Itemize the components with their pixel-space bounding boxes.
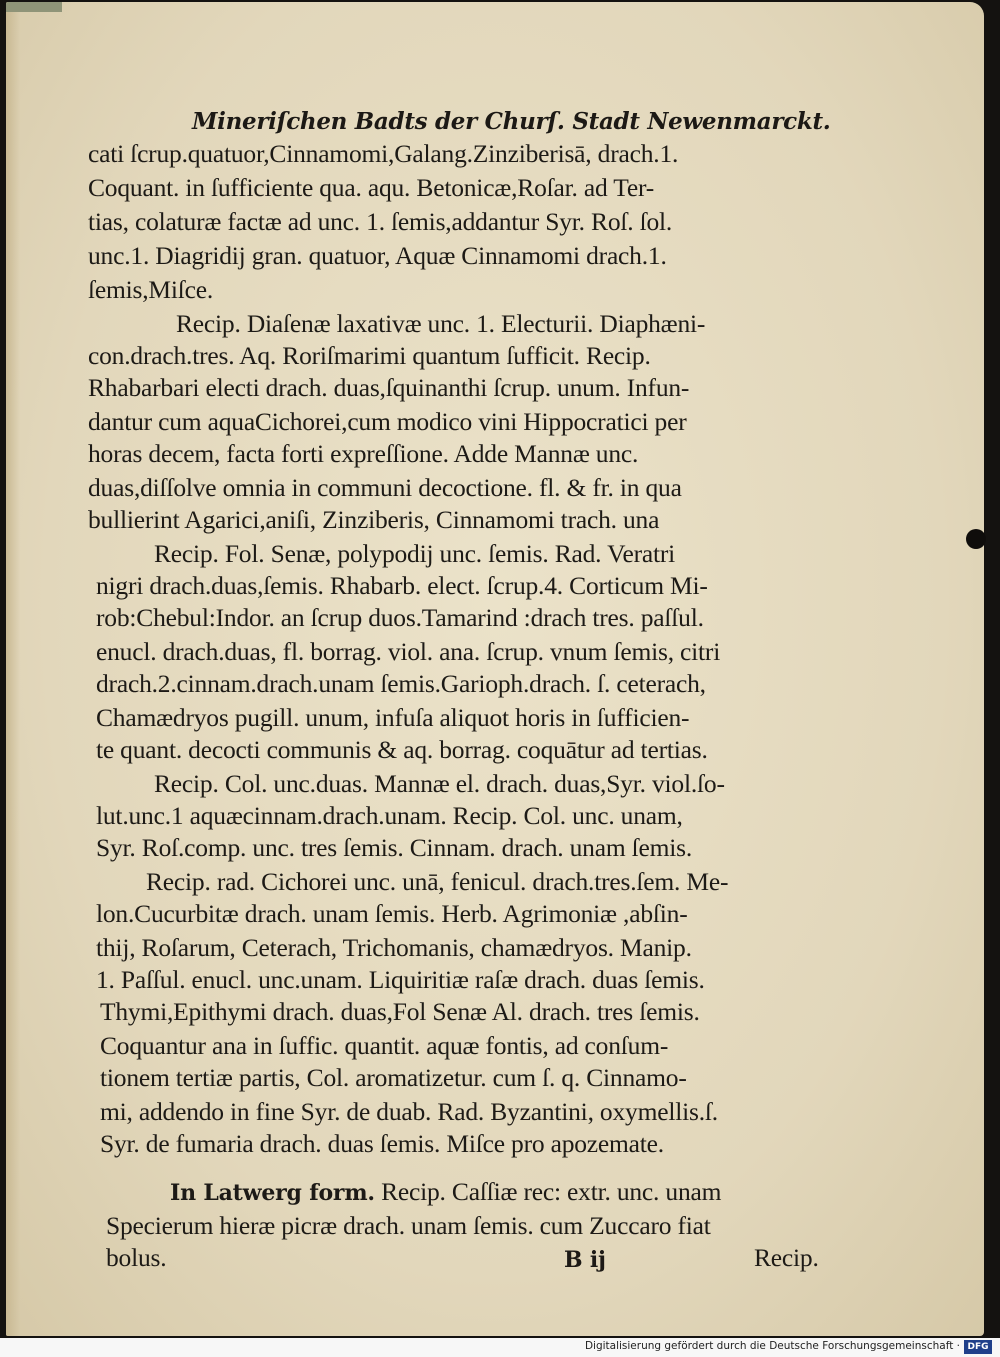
text-line: tionem tertiæ partis, Col. aromatizetur. cum ſ. q. Cinnamo- (100, 1063, 687, 1092)
text-line: Recip. rad. Cichorei unc. unā, fenicul. drach.tres.ſem. Me- (146, 867, 729, 896)
footer-bar (0, 1338, 1000, 1357)
text-line: lon.Cucurbitæ drach. unam ſemis. Herb. Agrimoniæ ,abſin- (96, 899, 688, 928)
dfg-logo: DFG (964, 1340, 992, 1354)
text-line: 1. Paſſul. enucl. unc.unam. Liquiritiæ raſæ drach. duas ſemis. (96, 965, 705, 994)
latwerg-recipe-start: Recip. Caſſiæ rec: extr. unc. unam (381, 1177, 722, 1206)
text-line: Coquantur ana in ſuffic. quantit. aquæ fontis, ad conſum- (100, 1031, 669, 1060)
signature-mark: B ij (564, 1247, 606, 1273)
text-line: Recip. Fol. Senæ, polypodij unc. ſemis. Rad. Veratri (154, 539, 676, 568)
digitization-credit: Digitalisierung gefördert durch die Deutsche Forschungsgemeinschaft · (584, 1340, 960, 1352)
text-line: bolus. (106, 1243, 167, 1272)
text-line: thij, Roſarum, Ceterach, Trichomanis, chamædryos. Manip. (96, 933, 692, 962)
text-line: te quant. decocti communis & aq. borrag. coquātur ad tertias. (96, 735, 708, 764)
latwerg-heading: In Latwerg form. (170, 1180, 375, 1206)
text-line: Syr. Roſ.comp. unc. tres ſemis. Cinnam. drach. unam ſemis. (96, 833, 693, 862)
text-line: tias, colaturæ factæ ad unc. 1. ſemis,addantur Syr. Roſ. ſol. (88, 207, 673, 236)
catchword: Recip. (754, 1243, 819, 1272)
latwerg-line (170, 1176, 721, 1209)
text-line: Coquant. in ſufficiente qua. aqu. Betonicæ,Roſar. ad Ter- (88, 173, 655, 202)
text-line: rob:Chebul:Indor. an ſcrup duos.Tamarind :drach tres. paſſul. (96, 603, 704, 632)
running-head: Mineriſchen Badts der Churſ. Stadt Newenmarckt. (192, 108, 831, 135)
text-line: con.drach.tres. Aq. Roriſmarimi quantum ſufficit. Recip. (88, 341, 651, 370)
text-line: horas decem, facta forti expreſſione. Adde Mannæ unc. (88, 439, 639, 468)
text-line: unc.1. Diagridij gran. quatuor, Aquæ Cinnamomi drach.1. (88, 241, 667, 270)
text-line: Chamædryos pugill. unum, infuſa aliquot horis in ſufficien- (96, 703, 690, 732)
library-stamp-mark (6, 2, 62, 12)
text-line: duas,diſſolve omnia in communi decoctione. fl. & fr. in qua (88, 473, 682, 502)
text-line: bullierint Agarici,aniſi, Zinziberis, Cinnamomi trach. una (88, 505, 660, 534)
text-line: Thymi,Epithymi drach. duas,Fol Senæ Al. drach. tres ſemis. (100, 997, 700, 1026)
text-line: Recip. Diaſenæ laxativæ unc. 1. Electurii. Diaphæni- (176, 309, 706, 338)
text-line: mi, addendo in fine Syr. de duab. Rad. Byzantini, oxymellis.ſ. (100, 1097, 718, 1126)
text-line: cati ſcrup.quatuor,Cinnamomi,Galang.Zinziberisā, drach.1. (88, 139, 679, 168)
text-line: drach.2.cinnam.drach.unam ſemis.Garioph.drach. ſ. ceterach, (96, 669, 706, 698)
book-page (6, 2, 984, 1336)
text-line: dantur cum aquaCichorei,cum modico vini Hippocratici per (88, 407, 687, 436)
text-line: enucl. drach.duas, fl. borrag. viol. ana. ſcrup. vnum ſemis, citri (96, 637, 721, 666)
text-line: Recip. Col. unc.duas. Mannæ el. drach. duas,Syr. viol.ſo- (154, 769, 725, 798)
text-line: Rhabarbari electi drach. duas,ſquinanthi ſcrup. unum. Infun- (88, 373, 690, 402)
text-line: nigri drach.duas,ſemis. Rhabarb. elect. ſcrup.4. Corticum Mi- (96, 571, 708, 600)
ink-blot (966, 529, 986, 549)
text-line: ſemis,Miſce. (88, 275, 214, 304)
text-line: Syr. de fumaria drach. duas ſemis. Miſce pro apozemate. (100, 1129, 664, 1158)
text-line: lut.unc.1 aquæcinnam.drach.unam. Recip. Col. unc. unam, (96, 801, 683, 830)
page-edge-shadow (6, 2, 20, 1336)
text-line: Specierum hieræ picræ drach. unam ſemis. cum Zuccaro fiat (106, 1211, 711, 1240)
